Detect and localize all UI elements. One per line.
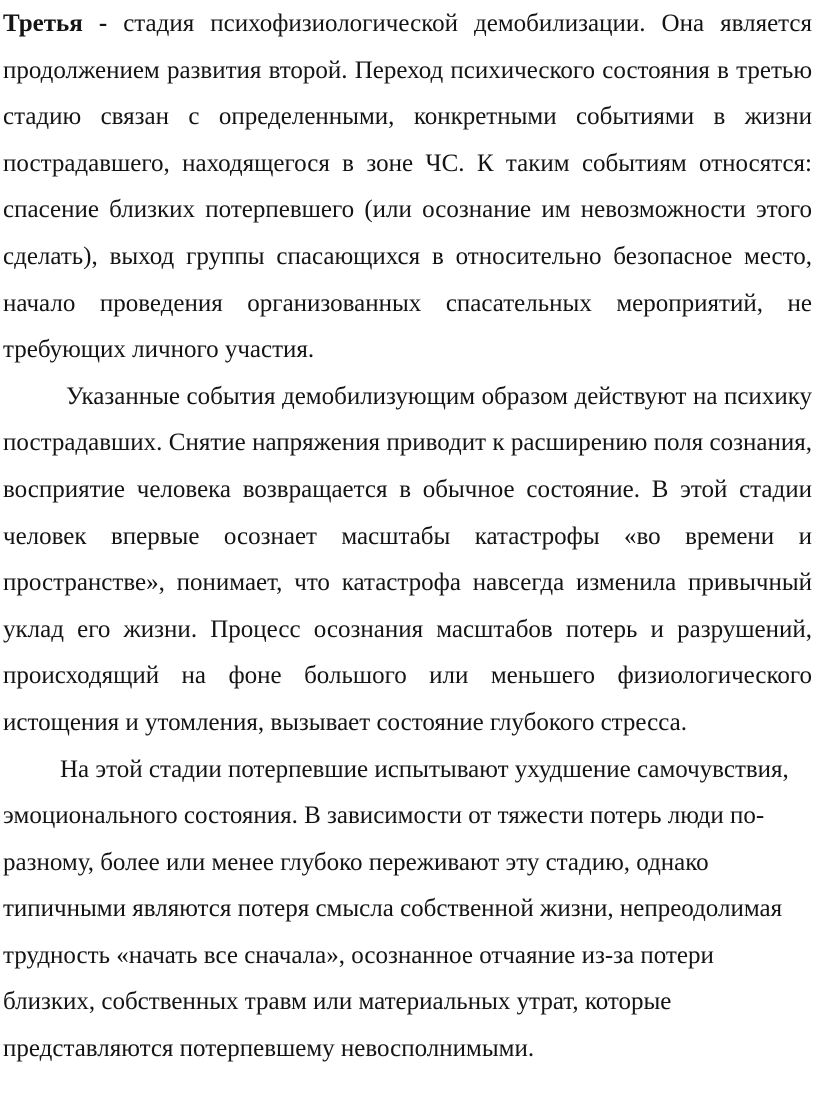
paragraph-text: На этой стадии потерпевшие испытывают ухудшение самочувствия, эмоционального состояния. В зависимости от тяжести потерь люди по-разному, более или менее глубоко переживают эту стадию, однако типичными являются потеря смысла собственной жизни, непреодолимая трудность «начать все сначала», осознанное отчаяние из-за потери близких, собственных травм или материальных утрат, которые представляются потерпевшему невосполнимыми. [3, 755, 789, 1063]
paragraph-wellbeing-decline [3, 747, 812, 1073]
paragraph-third-stage [3, 1, 812, 374]
paragraph-text: стадия психофизиологической демобилизации. Она является продолжением развития второй. Переход психического состояния в третью стадию связан с определенными, конкретными событиями в жизни пострадавшего, находящегося в зоне ЧС. К таким событиям относятся: спасение близких потерпевшего (или осознание им невозможности этого сделать), выход группы спасающихся в относительно безопасное место, начало проведения организованных спасательных мероприятий, не требующих личного участия. [3, 10, 812, 364]
paragraph-demobilization-effects [3, 374, 812, 747]
paragraph-lead-term: Третья - [3, 10, 108, 37]
paragraph-text: Указанные события демобилизующим образом действуют на психику пострадавших. Снятие напряжения приводит к расширению поля сознания, восприятие человека возвращается в обычное состояние. В этой стадии человек впервые осознает масштабы катастрофы «во времени и пространстве», понимает, что катастрофа навсегда изменила привычный уклад его жизни. Процесс осознания масштабов потерь и разрушений, происходящий на фоне большого или меньшего физиологического истощения и утомления, вызывает состояние глубокого стресса. [3, 382, 812, 736]
